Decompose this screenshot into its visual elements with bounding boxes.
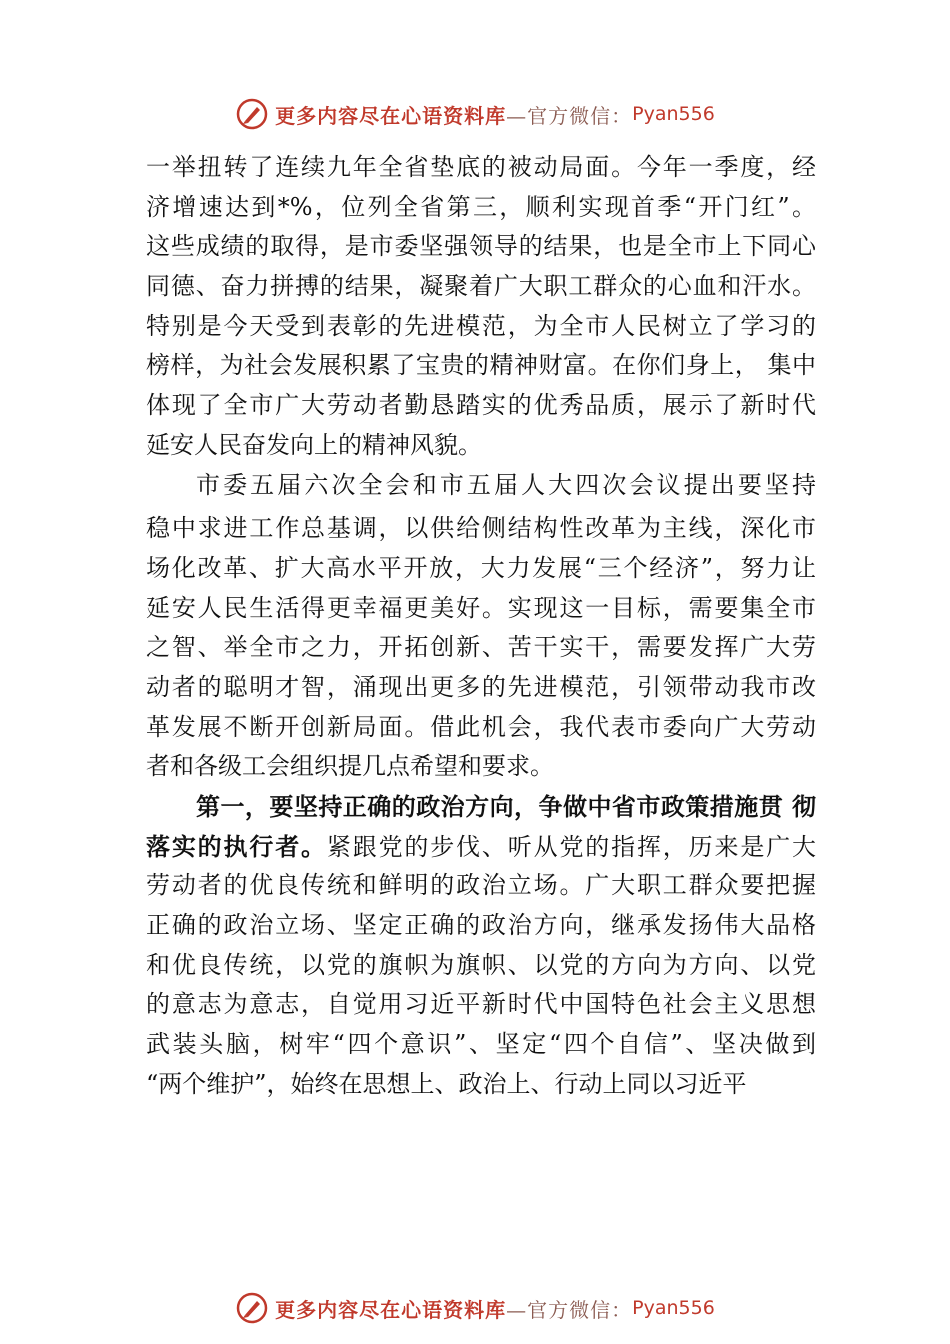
text-line: 济增速达到*%，位列全省第三，顺利实现首季“开门红”。	[146, 192, 816, 221]
text-line: 稳中求进工作总基调，以供给侧结构性改革为主线，深化市	[146, 514, 816, 543]
watermark-text: 更多内容尽在心语资料库	[275, 1297, 507, 1322]
section-heading: 第一，要坚持正确的政治方向，争做中省市政策措施贯 彻	[196, 792, 816, 821]
text-line: 体现了全市广大劳动者勤恳踏实的优秀品质，展示了新时代	[146, 391, 816, 420]
text-line: 延安人民奋发向上的精神风貌。	[146, 430, 482, 459]
text-line: “两个维护”，始终在思想上、政治上、行动上同以习近平	[146, 1069, 747, 1098]
watermark-label: —官方微信：	[506, 103, 633, 128]
section-heading-end: 落实的执行者。	[146, 831, 327, 861]
text-line: 正确的政治立场、坚定正确的政治方向，继承发扬伟大品格	[146, 911, 816, 940]
text-line: 和优良传统，以党的旗帜为旗帜、以党的方向为方向、以党	[146, 950, 816, 979]
text-line: 这些成绩的取得，是市委坚强领导的结果，也是全市上下同心	[146, 232, 816, 261]
text-line: 延安人民生活得更幸福更美好。实现这一目标，需要集全市	[146, 593, 816, 622]
watermark-text: 更多内容尽在心语资料库	[275, 103, 507, 128]
text-run: 紧跟党的步伐、听从党的指挥，历来是广大	[326, 832, 816, 861]
text-line: 市委五届六次全会和市五届人大四次会议提出要坚持	[196, 470, 816, 499]
text-line: 革发展不断开创新局面。借此机会，我代表市委向广大劳动	[146, 712, 816, 741]
footer-watermark	[0, 1288, 950, 1328]
text-line: 特别是今天受到表彰的先进模范，为全市人民树立了学习的	[146, 311, 816, 340]
watermark-wechat-id: Pyan556	[632, 1297, 715, 1319]
text-line: 之智、举全市之力，开拓创新、苦干实干，需要发挥广大劳	[146, 633, 816, 662]
text-line: 一举扭转了连续九年全省垫底的被动局面。今年一季度，经	[146, 153, 816, 181]
paragraph-2	[146, 466, 816, 788]
paragraph-1	[146, 148, 816, 466]
text-line	[146, 787, 816, 827]
pen-circle-icon	[235, 97, 269, 131]
watermark-label: —官方微信：	[506, 1297, 633, 1322]
text-line: 动者的聪明才智，涌现出更多的先进模范，引领带动我市改	[146, 672, 816, 701]
paragraph-3	[146, 787, 816, 1105]
text-line: 榜样，为社会发展积累了宝贵的精神财富。在你们身上， 集中	[146, 351, 816, 380]
text-line: 场化改革、扩大高水平开放，大力发展“三个经济”，努力让	[146, 553, 816, 582]
text-line: 同德、奋力拼搏的结果，凝聚着广大职工群众的心血和汗水。	[146, 272, 816, 301]
text-line	[146, 827, 816, 867]
text-line: 劳动者的优良传统和鲜明的政治立场。广大职工群众要把握	[146, 871, 816, 900]
text-line: 武装头脑，树牢“四个意识”、坚定“四个自信”、坚决做到	[146, 1030, 816, 1059]
watermark-wechat-id: Pyan556	[632, 103, 715, 125]
pen-circle-icon	[235, 1291, 269, 1325]
document-body	[146, 148, 816, 1105]
text-line: 者和各级工会组织提几点希望和要求。	[146, 752, 554, 781]
text-line: 的意志为意志，自觉用习近平新时代中国特色社会主义思想	[146, 990, 816, 1019]
header-watermark	[0, 94, 950, 134]
